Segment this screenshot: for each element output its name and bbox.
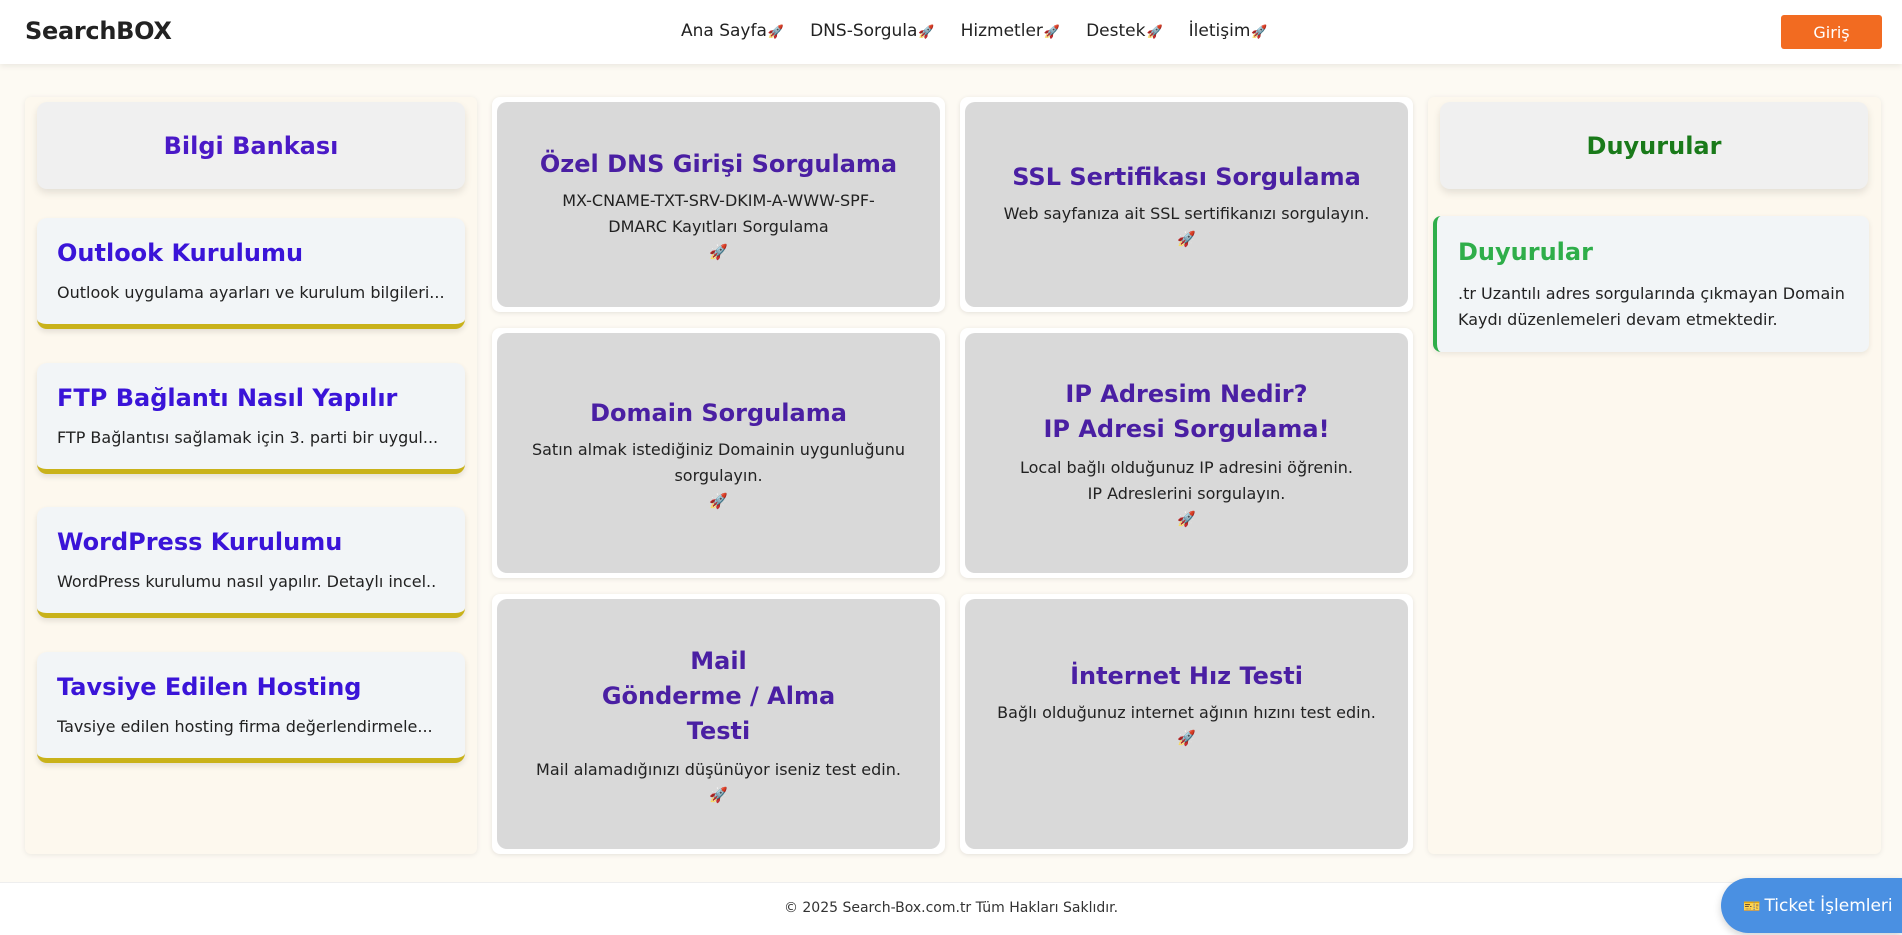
main-nav	[681, 21, 1268, 41]
nav-item-label: Ana Sayfa	[681, 21, 767, 41]
tool-card-ssl[interactable]	[960, 97, 1413, 312]
tool-card-body	[965, 333, 1408, 573]
rocket-icon: 🚀	[918, 25, 935, 40]
tool-card-desc: Bağlı olduğunuz internet ağının hızını test edin.	[997, 703, 1376, 722]
tool-card-desc: Satın almak istediğiniz Domainin uygunluğunu sorgulayın.	[531, 439, 906, 485]
nav-item-dns-sorgula[interactable]	[810, 21, 935, 41]
kb-card-hosting[interactable]	[37, 652, 465, 763]
tool-card-body	[965, 102, 1408, 307]
tool-card-ip[interactable]	[960, 328, 1413, 578]
tool-card-title: SSL Sertifikası Sorgulama	[1012, 163, 1361, 191]
rocket-icon: 🚀	[709, 785, 728, 804]
tool-card-desc-line: Local bağlı olduğunuz IP adresini öğrenin.	[1019, 458, 1353, 477]
announcements-header	[1440, 102, 1868, 189]
tool-card-body	[497, 333, 940, 573]
nav-item-iletisim[interactable]	[1189, 21, 1268, 41]
rocket-icon: 🚀	[767, 25, 785, 40]
announcement-title: Duyurular	[1458, 238, 1593, 266]
tool-card-desc: Web sayfanıza ait SSL sertifikanızı sorgulayın.	[1003, 204, 1370, 223]
tool-card-desc: MX-CNAME-TXT-SRV-DKIM-A-WWW-SPF-DMARC Kayıtları Sorgulama	[562, 191, 875, 236]
kb-card-title: Tavsiye Edilen Hosting	[57, 673, 362, 701]
ticket-button[interactable]	[1721, 878, 1902, 933]
kb-card-outlook[interactable]	[37, 218, 465, 329]
rocket-icon: 🚀	[1251, 25, 1268, 40]
kb-card-title: WordPress Kurulumu	[57, 528, 343, 556]
nav-item-label: Hizmetler	[960, 21, 1043, 41]
kb-card-desc: FTP Bağlantısı sağlamak için 3. parti bir uygul...	[57, 428, 439, 447]
kb-card-title: FTP Bağlantı Nasıl Yapılır	[57, 384, 398, 412]
ticket-label: Ticket İşlemleri	[1764, 895, 1893, 916]
tool-card-speed[interactable]	[960, 594, 1413, 854]
announcement-desc: .tr Uzantılı adres sorgularında çıkmayan Domain Kaydı düzenlemeleri devam etmektedir.	[1458, 284, 1845, 329]
knowledge-base-panel	[25, 97, 477, 854]
tool-card-title: İnternet Hız Testi	[1070, 662, 1303, 690]
kb-card-ftp[interactable]	[37, 363, 465, 474]
tool-card-title-line: IP Adresim Nedir?	[1065, 380, 1308, 408]
tool-card-title-line: Testi	[686, 716, 751, 745]
kb-card-wordpress[interactable]	[37, 507, 465, 618]
kb-card-desc: WordPress kurulumu nasıl yapılır. Detaylı incel..	[57, 572, 437, 591]
tool-card-body	[497, 599, 940, 849]
tool-card-mail[interactable]	[492, 594, 945, 854]
rocket-icon: 🚀	[1043, 25, 1061, 40]
tool-card-title-line: Gönderme / Alma	[601, 681, 836, 710]
announcement-card[interactable]	[1433, 216, 1869, 352]
top-navbar	[0, 0, 1902, 64]
login-button[interactable]: Giriş	[1781, 15, 1882, 49]
copyright-text: © 2025 Search-Box.com.tr Tüm Hakları Saklıdır.	[783, 900, 1119, 916]
knowledge-base-title: Bilgi Bankası	[163, 131, 339, 160]
rocket-icon: 🚀	[1177, 510, 1196, 528]
rocket-icon: 🚀	[709, 491, 728, 510]
tool-card-desc-line: IP Adreslerini sorgulayın.	[1087, 484, 1286, 503]
tool-card-desc: Mail alamadığınızı düşünüyor iseniz test edin.	[536, 759, 901, 779]
tool-card-title-line: Mail	[690, 646, 747, 675]
footer	[0, 882, 1902, 935]
nav-item-hizmetler[interactable]	[961, 21, 1060, 41]
announcements-panel	[1428, 97, 1881, 854]
tool-card-title: Özel DNS Girişi Sorgulama	[539, 150, 898, 178]
tool-card-title: Domain Sorgulama	[590, 398, 847, 427]
kb-card-desc: Tavsiye edilen hosting firma değerlendirmele...	[57, 717, 433, 736]
tool-card-title-line: IP Adresi Sorgulama!	[1043, 415, 1330, 443]
knowledge-base-header	[37, 102, 465, 189]
rocket-icon: 🚀	[1177, 729, 1196, 747]
nav-item-ana-sayfa[interactable]	[681, 21, 784, 41]
tool-card-dns[interactable]	[492, 97, 945, 312]
kb-card-title: Outlook Kurulumu	[57, 239, 304, 267]
brand-logo[interactable]: SearchBOX	[25, 17, 172, 45]
rocket-icon: 🚀	[709, 243, 728, 261]
tool-card-body	[497, 102, 940, 307]
rocket-icon: 🚀	[1177, 230, 1196, 248]
tool-card-body	[965, 599, 1408, 849]
nav-item-label: DNS-Sorgula	[810, 21, 918, 41]
nav-item-destek[interactable]	[1086, 21, 1163, 41]
kb-card-desc: Outlook uygulama ayarları ve kurulum bilgileri...	[57, 283, 445, 302]
rocket-icon: 🚀	[1146, 25, 1163, 40]
announcements-title: Duyurular	[1586, 131, 1722, 160]
nav-item-label: İletişim	[1188, 21, 1251, 41]
ticket-icon: 🎫	[1743, 898, 1761, 915]
nav-item-label: Destek	[1086, 21, 1146, 41]
tool-card-domain[interactable]	[492, 328, 945, 578]
